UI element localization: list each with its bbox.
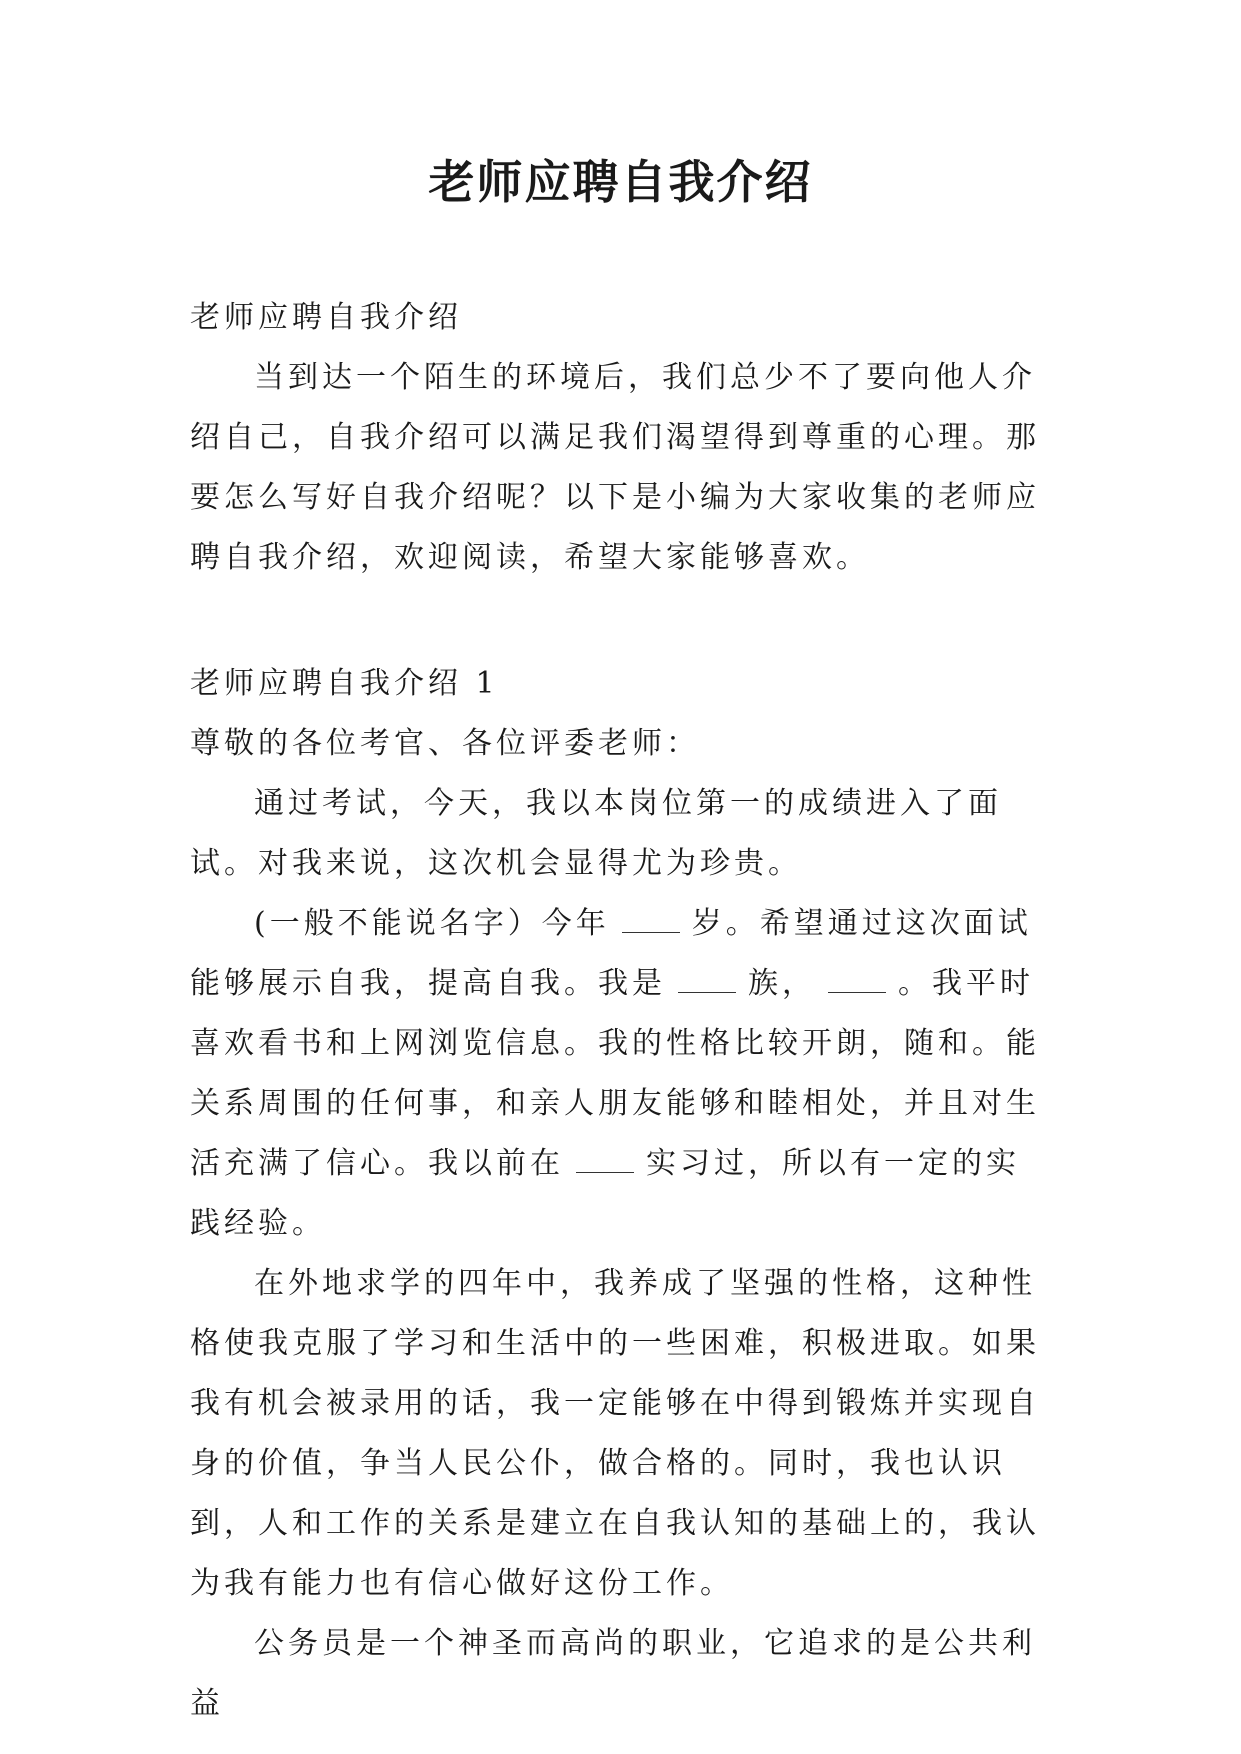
text-age-prefix: (一般不能说名字）今年 (254, 906, 610, 941)
document-title: 老师应聘自我介绍 (428, 155, 813, 209)
section-spacer (190, 588, 1050, 654)
text-ethnic-suffix: 族， (748, 966, 816, 1001)
text-hobbies: 。我平时喜欢看书和上网浏览信息。我的性格比较开朗，随和。能关系周围的任何事，和亲人朋友能够和睦相处，并且对生活充满了信心。我以前在 (190, 966, 1040, 1181)
blank-ethnicity (678, 968, 736, 993)
text-ethnic-prefix: 岁。希望通过这次面试能够展示自我，提高自我。我是 (190, 906, 1032, 1001)
paragraph-civil-servant: 公务员是一个神圣而高尚的职业，它追求的是公共利益 (190, 1626, 1036, 1721)
salutation: 尊敬的各位考官、各位评委老师： (190, 726, 700, 761)
blank-internship (576, 1148, 634, 1173)
paragraph-personal (190, 894, 1050, 1254)
document-body (190, 288, 1050, 1734)
paragraph-study: 在外地求学的四年中，我养成了坚强的性格，这种性格使我克服了学习和生活中的一些困难，积极进取。如果我有机会被录用的话，我一定能够在中得到锻炼并实现自身的价值，争当人民公仆，做合格的。同时，我也认识到，人和工作的关系是建立在自我认知的基础上的，我认为我有能力也有信心做好这份工作。 (190, 1266, 1040, 1601)
section-heading: 老师应聘自我介绍 1 (190, 666, 499, 701)
blank-other (828, 968, 886, 993)
subtitle: 老师应聘自我介绍 (190, 300, 462, 335)
paragraph-exam: 通过考试，今天，我以本岗位第一的成绩进入了面试。对我来说，这次机会显得尤为珍贵。 (190, 786, 1002, 881)
blank-age (622, 908, 680, 933)
text-internship-suffix: 实习过，所以有一定的实践经验。 (190, 1146, 1020, 1241)
intro-paragraph: 当到达一个陌生的环境后，我们总少不了要向他人介绍自己，自我介绍可以满足我们渴望得到尊重的心理。那要怎么写好自我介绍呢？以下是小编为大家收集的老师应聘自我介绍，欢迎阅读，希望大家能够喜欢。 (190, 360, 1040, 575)
